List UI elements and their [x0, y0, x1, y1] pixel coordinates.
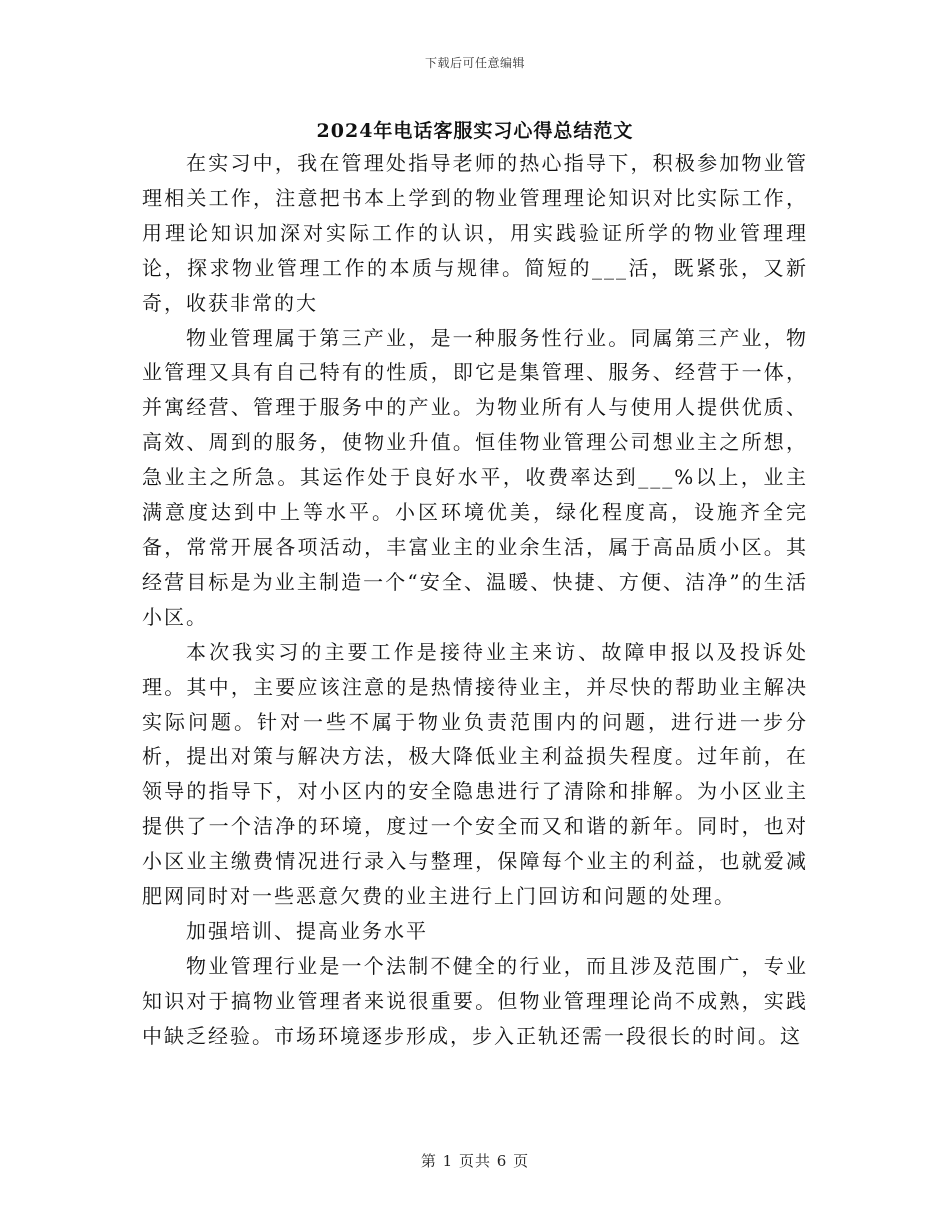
header-note: 下载后可任意编辑: [424, 56, 525, 70]
paragraph-3: 本次我实习的主要工作是接待业主来访、故障申报以及投诉处理。其中，主要应该注意的是热情接待业主，并尽快的帮助业主解决实际问题。针对一些不属于物业负责范围内的问题，进行进一步分析，提出对策与解决方法，极大降低业主利益损失程度。过年前，在领导的指导下，对小区内的安全隐患进行了清除和排解。为小区业主提供了一个洁净的环境，度过一个安全而又和谐的新年。同时，也对小区业主缴费情况进行录入与整理，保障每个业主的利益，也就爱减肥网同时对一些恶意欠费的业主进行上门回访和问题的处理。: [142, 639, 808, 909]
paragraph-4: 物业管理行业是一个法制不健全的行业，而且涉及范围广，专业知识对于搞物业管理者来说很重要。但物业管理理论尚不成熟，实践中缺乏经验。市场环境逐步形成，步入正轨还需一段很长的时间。这: [142, 953, 808, 1048]
paragraph-2: 物业管理属于第三产业，是一种服务性行业。同属第三产业，物业管理又具有自己特有的性质，即它是集管理、服务、经营于一体，并寓经营、管理于服务中的产业。为物业所有人与使用人提供优质、高效、周到的服务，使物业升值。恒佳物业管理公司想业主之所想，急业主之所急。其运作处于良好水平，收费率达到___%以上，业主满意度达到中上等水平。小区环境优美，绿化程度高，设施齐全完备，常常开展各项活动，丰富业主的业余生活，属于高品质小区。其经营目标是为业主制造一个“安全、温暖、快捷、方便、洁净”的生活小区。: [142, 325, 808, 629]
document-title: 2024年电话客服实习心得总结范文: [316, 120, 634, 142]
page-number: 第 1 页共 6 页: [420, 1152, 530, 1170]
section-heading: 加强培训、提高业务水平: [186, 918, 428, 943]
document-body: [142, 146, 808, 1054]
paragraph-1: 在实习中，我在管理处指导老师的热心指导下，积极参加物业管理相关工作，注意把书本上学到的物业管理理论知识对比实际工作，用理论知识加深对实际工作的认识，用实践验证所学的物业管理理论，探求物业管理工作的本质与规律。简短的___活，既紧张，又新奇，收获非常的大: [142, 151, 808, 315]
